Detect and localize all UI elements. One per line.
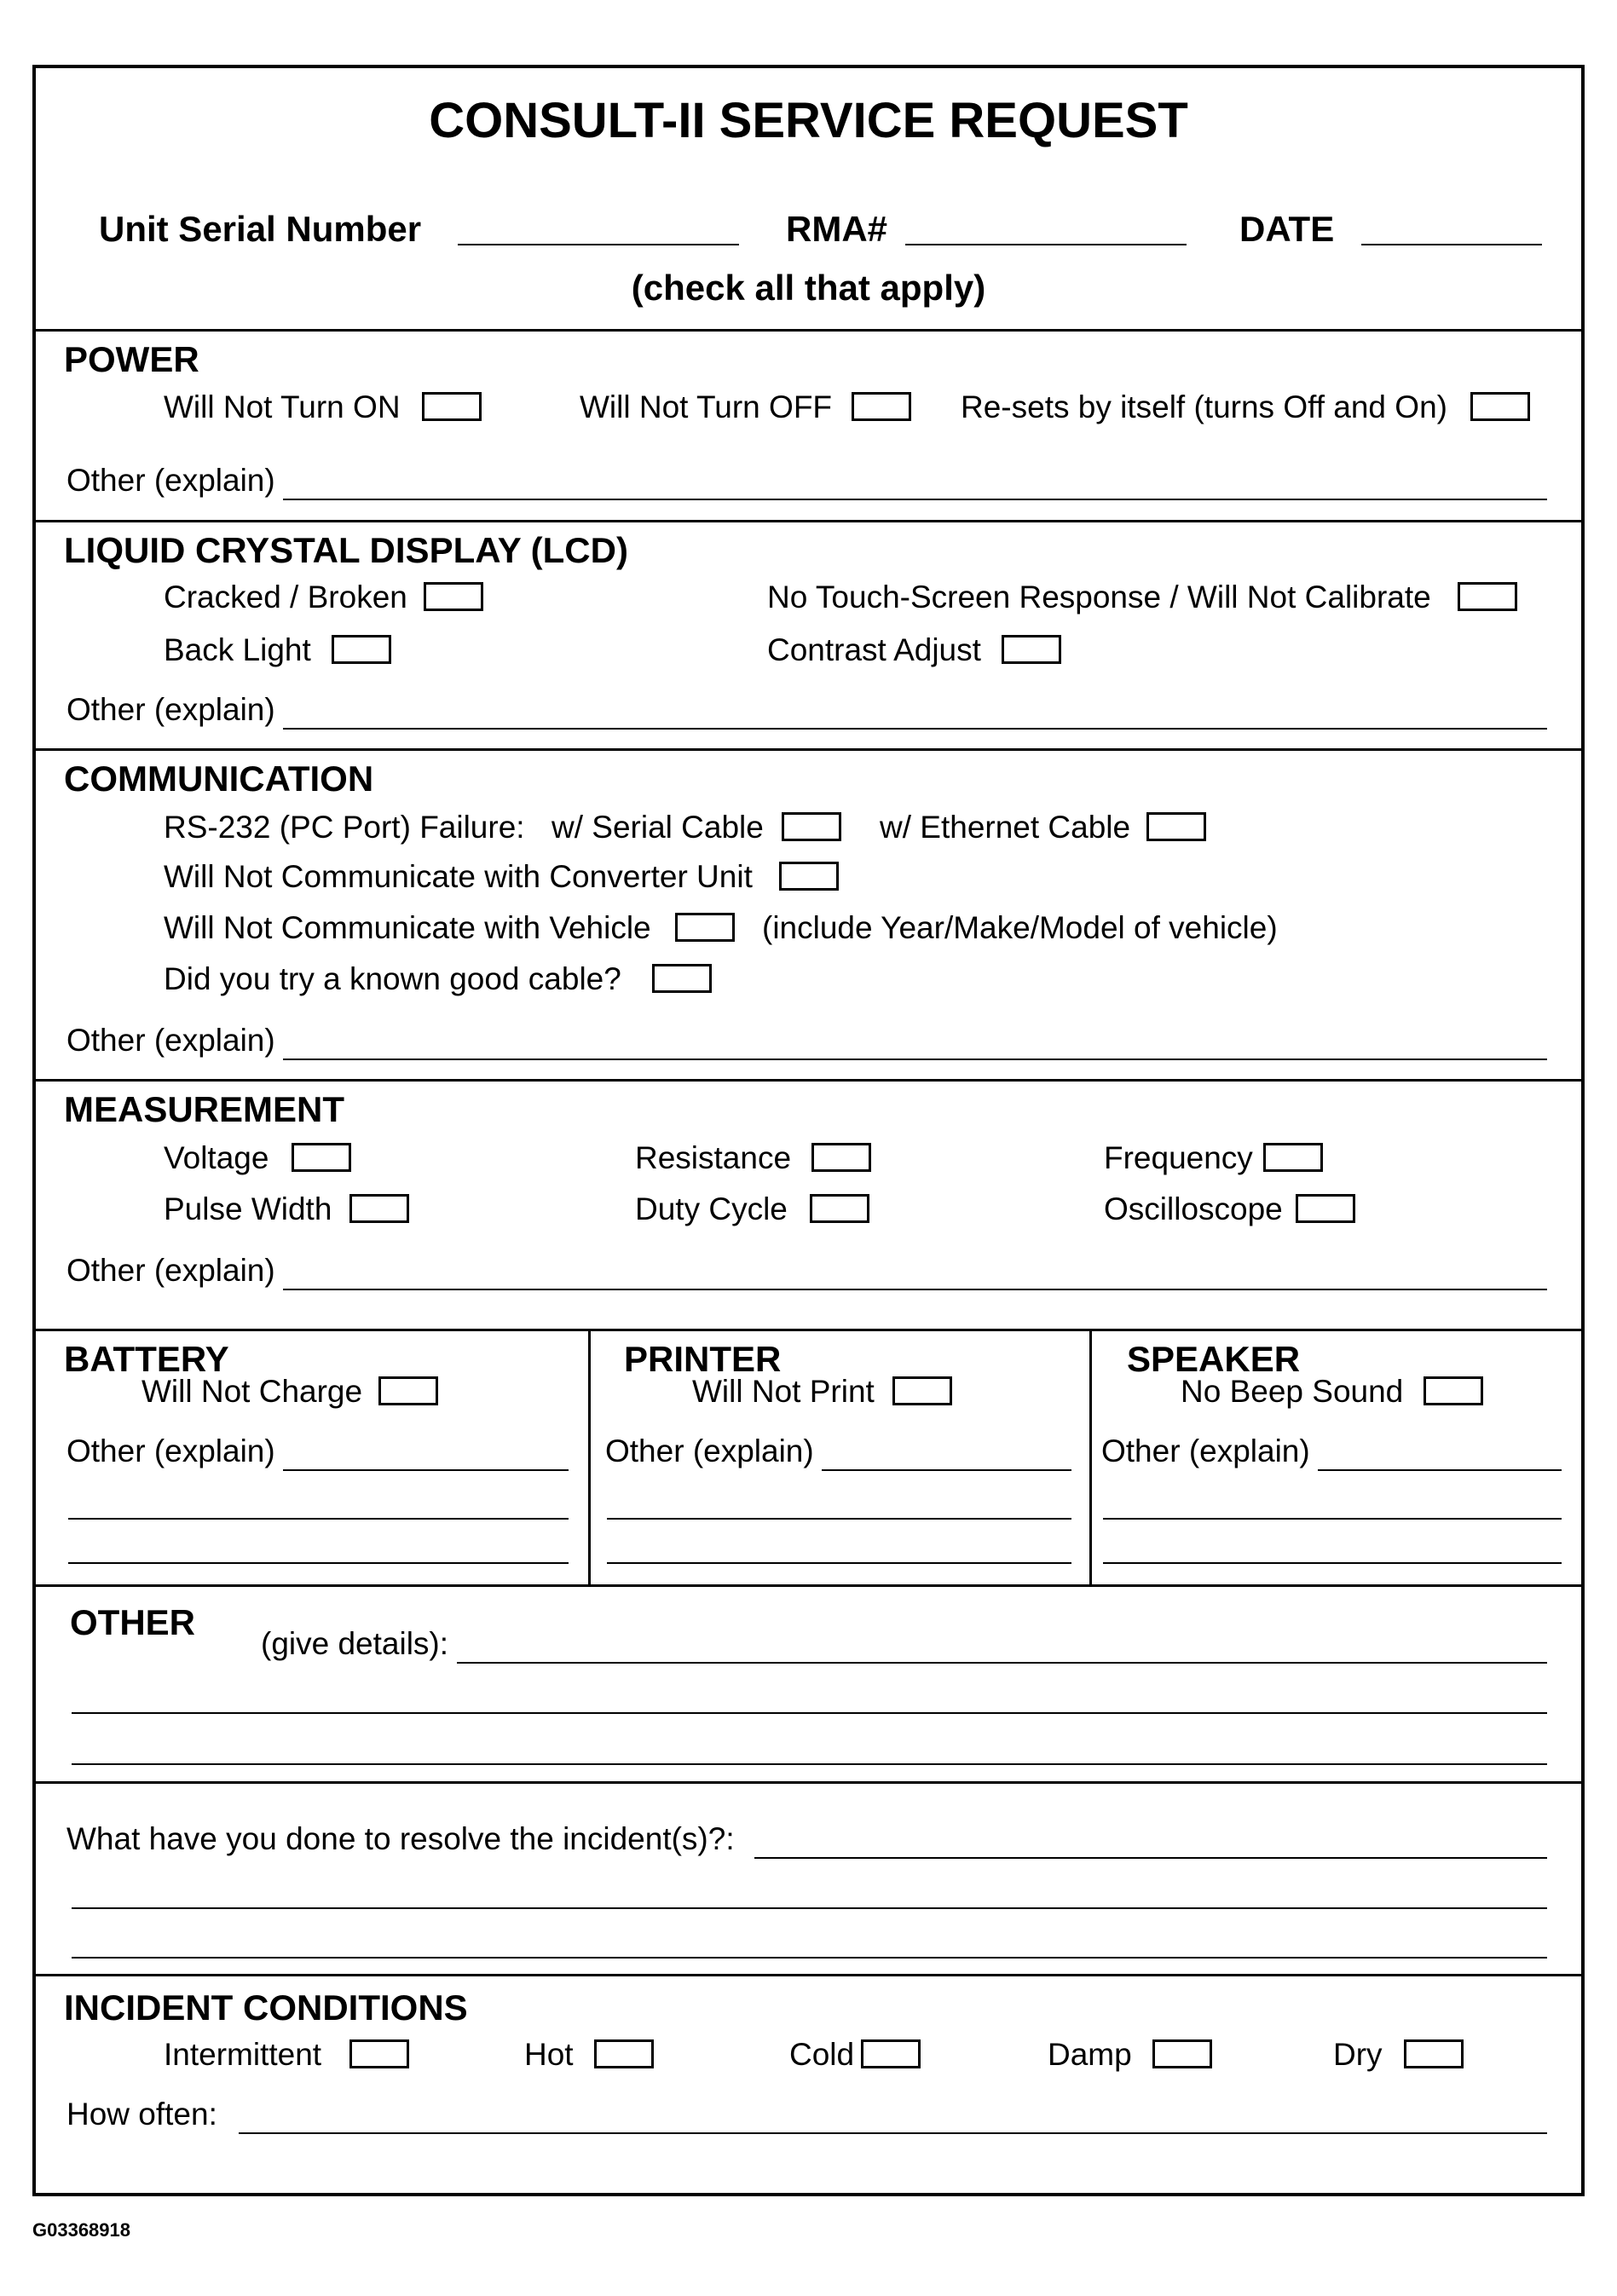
battery-other-label: Other (explain) — [66, 1434, 275, 1468]
vehicle-checkbox[interactable] — [675, 913, 735, 942]
touch-label: No Touch-Screen Response / Will Not Calibrate — [767, 580, 1431, 614]
hot-checkbox[interactable] — [594, 2039, 654, 2068]
how-often-label: How often: — [66, 2097, 217, 2132]
power-other-label: Other (explain) — [66, 463, 275, 498]
no-beep-sound-label: No Beep Sound — [1181, 1374, 1404, 1409]
printer-other-label: Other (explain) — [605, 1434, 814, 1468]
resolve-line-2[interactable] — [72, 1907, 1547, 1909]
date-field[interactable] — [1361, 244, 1542, 245]
cable-label: Did you try a known good cable? — [164, 961, 621, 996]
converter-label: Will Not Communicate with Converter Unit — [164, 859, 753, 894]
resistance-label: Resistance — [635, 1140, 792, 1175]
damp-checkbox[interactable] — [1152, 2039, 1212, 2068]
resets-label: Re-sets by itself (turns Off and On) — [961, 389, 1447, 424]
measurement-other-label: Other (explain) — [66, 1253, 275, 1288]
touch-checkbox[interactable] — [1458, 582, 1517, 611]
will-not-turn-off-checkbox[interactable] — [852, 392, 911, 421]
cold-checkbox[interactable] — [861, 2039, 921, 2068]
ethernet-cable-label: w/ Ethernet Cable — [880, 810, 1131, 845]
give-details-label: (give details): — [261, 1626, 449, 1661]
check-instruction: (check all that apply) — [631, 268, 986, 308]
rma-label: RMA# — [786, 209, 888, 249]
intermittent-checkbox[interactable] — [349, 2039, 409, 2068]
lcd-heading: LIQUID CRYSTAL DISPLAY (LCD) — [64, 530, 628, 570]
divider — [36, 1584, 1581, 1587]
voltage-label: Voltage — [164, 1140, 269, 1175]
will-not-charge-label: Will Not Charge — [141, 1374, 363, 1409]
column-divider — [588, 1329, 591, 1584]
how-often-field[interactable] — [239, 2132, 1547, 2134]
speaker-other-field[interactable] — [1318, 1469, 1562, 1471]
communication-other-field[interactable] — [283, 1059, 1547, 1060]
other-details-line-2[interactable] — [72, 1712, 1547, 1714]
divider — [36, 1329, 1581, 1331]
printer-other-field[interactable] — [822, 1469, 1071, 1471]
battery-other-field[interactable] — [283, 1469, 569, 1471]
communication-other-label: Other (explain) — [66, 1023, 275, 1058]
form-title: CONSULT-II SERVICE REQUEST — [429, 93, 1188, 148]
column-divider — [1089, 1329, 1092, 1584]
other-details-line-3[interactable] — [72, 1763, 1547, 1765]
will-not-turn-on-label: Will Not Turn ON — [164, 389, 401, 424]
speaker-other-line-3[interactable] — [1103, 1562, 1562, 1564]
speaker-heading: SPEAKER — [1127, 1339, 1301, 1379]
vehicle-note: (include Year/Make/Model of vehicle) — [762, 910, 1278, 945]
resolve-line-3[interactable] — [72, 1957, 1547, 1959]
no-beep-sound-checkbox[interactable] — [1424, 1376, 1483, 1405]
battery-other-line-3[interactable] — [68, 1562, 569, 1564]
voltage-checkbox[interactable] — [292, 1143, 351, 1172]
lcd-other-label: Other (explain) — [66, 692, 275, 727]
damp-label: Damp — [1048, 2037, 1132, 2072]
cold-label: Cold — [789, 2037, 855, 2072]
service-request-form — [32, 65, 1585, 2196]
resolve-field[interactable] — [754, 1857, 1547, 1859]
will-not-print-checkbox[interactable] — [892, 1376, 952, 1405]
serial-number-field[interactable] — [458, 244, 739, 245]
will-not-print-label: Will Not Print — [692, 1374, 875, 1409]
divider — [36, 329, 1581, 332]
figure-code: G03368918 — [32, 2219, 130, 2241]
cable-checkbox[interactable] — [652, 964, 712, 993]
oscilloscope-label: Oscilloscope — [1104, 1191, 1283, 1226]
oscilloscope-checkbox[interactable] — [1296, 1194, 1355, 1223]
backlight-checkbox[interactable] — [332, 635, 391, 664]
resistance-checkbox[interactable] — [811, 1143, 871, 1172]
divider — [36, 748, 1581, 751]
speaker-other-line-2[interactable] — [1103, 1518, 1562, 1520]
speaker-other-label: Other (explain) — [1101, 1434, 1310, 1468]
lcd-other-field[interactable] — [283, 728, 1547, 730]
power-other-field[interactable] — [283, 499, 1547, 500]
divider — [36, 1079, 1581, 1082]
cracked-label: Cracked / Broken — [164, 580, 407, 614]
intermittent-label: Intermittent — [164, 2037, 322, 2072]
contrast-label: Contrast Adjust — [767, 632, 981, 667]
resets-checkbox[interactable] — [1470, 392, 1530, 421]
printer-heading: PRINTER — [624, 1339, 782, 1379]
pulse-width-checkbox[interactable] — [349, 1194, 409, 1223]
battery-other-line-2[interactable] — [68, 1518, 569, 1520]
vehicle-label: Will Not Communicate with Vehicle — [164, 910, 651, 945]
communication-heading: COMMUNICATION — [64, 759, 374, 799]
date-label: DATE — [1239, 209, 1335, 249]
converter-checkbox[interactable] — [779, 862, 839, 891]
power-heading: POWER — [64, 339, 199, 379]
other-details-field[interactable] — [457, 1662, 1547, 1664]
frequency-label: Frequency — [1104, 1140, 1253, 1175]
ethernet-cable-checkbox[interactable] — [1146, 812, 1206, 841]
duty-cycle-label: Duty Cycle — [635, 1191, 788, 1226]
printer-other-line-3[interactable] — [607, 1562, 1071, 1564]
other-heading: OTHER — [70, 1602, 195, 1642]
duty-cycle-checkbox[interactable] — [810, 1194, 869, 1223]
frequency-checkbox[interactable] — [1263, 1143, 1323, 1172]
backlight-label: Back Light — [164, 632, 311, 667]
serial-label: Unit Serial Number — [99, 209, 422, 249]
battery-heading: BATTERY — [64, 1339, 229, 1379]
measurement-heading: MEASUREMENT — [64, 1089, 345, 1129]
measurement-other-field[interactable] — [283, 1289, 1547, 1290]
will-not-charge-checkbox[interactable] — [378, 1376, 438, 1405]
resolve-question: What have you done to resolve the incident(s)?: — [66, 1821, 735, 1856]
cracked-checkbox[interactable] — [424, 582, 483, 611]
incident-heading: INCIDENT CONDITIONS — [64, 1987, 468, 2028]
serial-cable-label: w/ Serial Cable — [552, 810, 764, 845]
rma-field[interactable] — [905, 244, 1187, 245]
serial-cable-checkbox[interactable] — [782, 812, 841, 841]
pulse-width-label: Pulse Width — [164, 1191, 332, 1226]
divider — [36, 1974, 1581, 1976]
rs232-label: RS-232 (PC Port) Failure: — [164, 810, 525, 845]
printer-other-line-2[interactable] — [607, 1518, 1071, 1520]
dry-checkbox[interactable] — [1404, 2039, 1464, 2068]
dry-label: Dry — [1333, 2037, 1383, 2072]
divider — [36, 520, 1581, 522]
will-not-turn-on-checkbox[interactable] — [422, 392, 482, 421]
contrast-checkbox[interactable] — [1002, 635, 1061, 664]
hot-label: Hot — [524, 2037, 574, 2072]
will-not-turn-off-label: Will Not Turn OFF — [580, 389, 833, 424]
divider — [36, 1781, 1581, 1784]
